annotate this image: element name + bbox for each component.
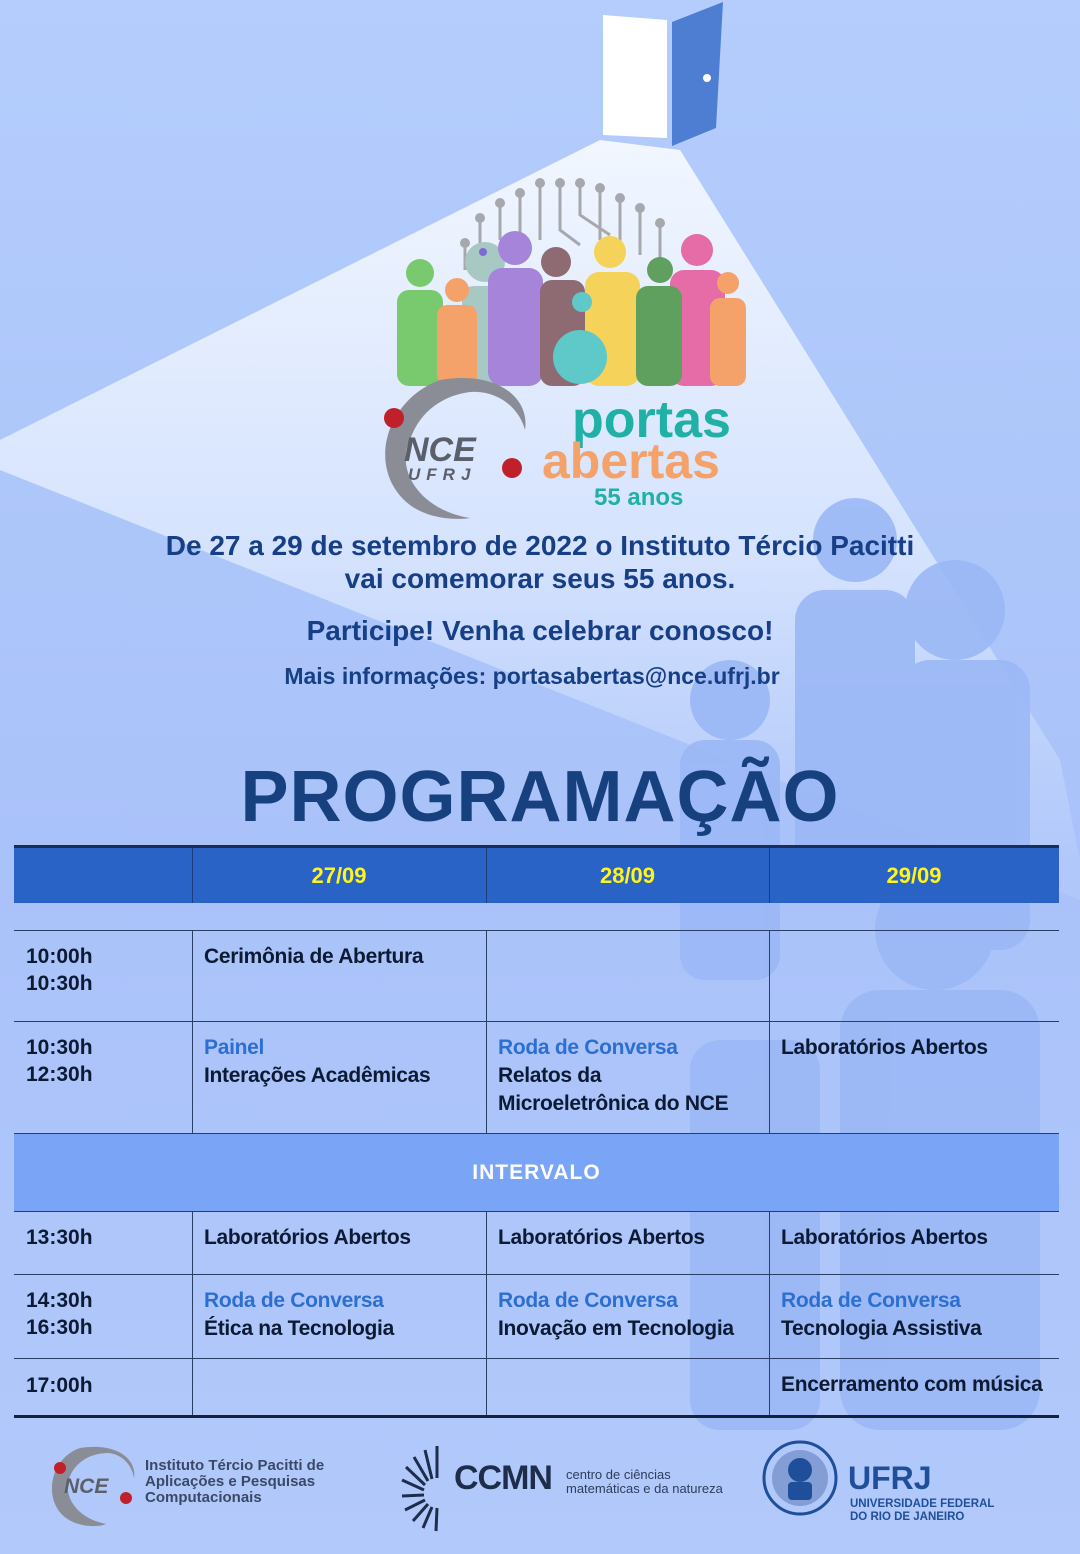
table-row (14, 1275, 1059, 1358)
activity-cell: Laboratórios Abertos (204, 1226, 411, 1249)
intro-line-1: De 27 a 29 de setembro de 2022 o Instituto Tércio Pacitti (165, 530, 915, 561)
activity-kind: Roda de Conversa (204, 1289, 384, 1312)
activity-kind: Roda de Conversa (498, 1036, 678, 1059)
table-header-row (14, 845, 1059, 903)
activity-cell (486, 931, 769, 1021)
abertas-text: abertas (542, 433, 720, 489)
header-day-2: 28/09 (599, 862, 656, 888)
header-day-3: 29/09 (886, 862, 942, 888)
door-icon (603, 15, 667, 138)
ufrj-logo-text: UFRJ (848, 1460, 932, 1496)
activity-cell: Laboratórios Abertos (498, 1226, 705, 1249)
activity-cell: Cerimônia de Abertura (204, 945, 424, 968)
program-title: PROGRAMAÇÃO (240, 757, 840, 837)
activity-cell: Encerramento com música (781, 1373, 1043, 1396)
activity-kind: Painel (204, 1036, 265, 1059)
activity-cell: Roda de Conversa Relatos da Microeletrônica do NCE (486, 1022, 769, 1133)
activity-kind: Roda de Conversa (781, 1289, 961, 1312)
table-row (14, 1359, 1059, 1415)
activity-cell: Laboratórios Abertos (781, 1036, 988, 1059)
activity-kind: Roda de Conversa (498, 1289, 678, 1312)
activity-cell: Laboratórios Abertos (781, 1226, 988, 1249)
more-info-email: Mais informações: portasabertas@nce.ufrj.br (284, 663, 780, 689)
activity-cell (486, 1359, 769, 1415)
call-to-action: Participe! Venha celebrar conosco! (306, 615, 774, 646)
table-row (14, 1212, 1059, 1274)
activity-cell (769, 931, 1059, 1021)
nce-footer-logo-icon (52, 1447, 134, 1526)
intro-line-2: vai comemorar seus 55 anos. (344, 563, 736, 594)
activity-cell: Roda de Conversa Ética na Tecnologia (192, 1275, 486, 1358)
activity-cell (192, 1359, 486, 1415)
portas-text: portas (572, 391, 731, 449)
time-cell: 14:30h 16:30h (26, 1289, 93, 1339)
time-cell: 13:30h (26, 1226, 93, 1249)
header-empty-cell (14, 848, 192, 903)
nce-footer-text: NCE (64, 1475, 109, 1498)
ufrj-description: UNIVERSIDADE FEDERAL DO RIO DE JANEIRO (850, 1498, 995, 1523)
break-row (14, 1134, 1059, 1211)
ufrj-emblem-icon (764, 1442, 836, 1514)
break-label: INTERVALO (472, 1160, 601, 1184)
activity-cell: Roda de Conversa Inovação em Tecnologia (486, 1275, 769, 1358)
table-row (14, 1022, 1059, 1133)
activity-cell: Painel Interações Acadêmicas (192, 1022, 486, 1133)
table-row (14, 931, 1059, 1021)
nce-logo-text: NCE (404, 431, 476, 469)
time-cell: 17:00h (26, 1374, 93, 1397)
header-day-1: 27/09 (311, 862, 367, 888)
ccmn-logo-icon (402, 1446, 437, 1531)
ccmn-logo-text: CCMN (454, 1459, 552, 1497)
anos-text: 55 anos (594, 484, 684, 511)
nce-institute-name: Instituto Tércio Pacitti de Aplicações e Pesquisas Computacionais (145, 1457, 325, 1506)
ufrj-logo-text: UFRJ (408, 465, 477, 484)
time-cell: 10:00h 10:30h (26, 945, 93, 995)
ccmn-description: centro de ciências matemáticas e da natureza (566, 1467, 723, 1496)
activity-cell: Roda de Conversa Tecnologia Assistiva (769, 1275, 1059, 1358)
time-cell: 10:30h 12:30h (26, 1036, 93, 1086)
